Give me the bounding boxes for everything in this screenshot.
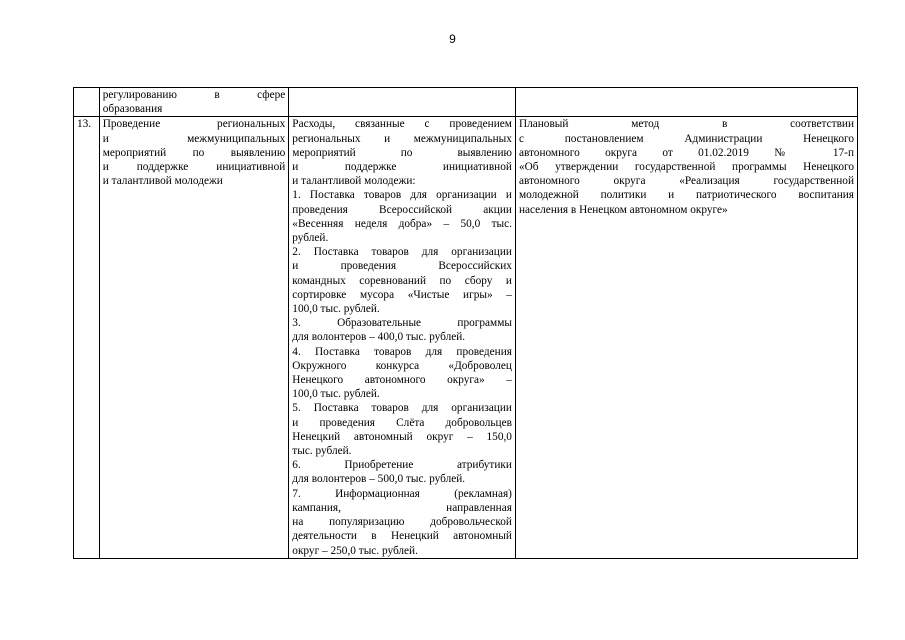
text-line: Плановый метод в соответствии (518, 118, 854, 131)
text-line: 100,0 тыс. рублей. (292, 303, 380, 316)
text-line: автономного округа от 01.02.2019 № 17-п (518, 146, 854, 159)
text-line: для волонтеров – 500,0 тыс. рублей. (292, 473, 466, 486)
text-line: и поддержке инициативной (102, 161, 286, 174)
page-number: 9 (449, 32, 456, 46)
text-line: 3. Образовательные программы (292, 317, 512, 330)
text-line: 6. Приобретение атрибутики (292, 459, 512, 472)
text-line: и межмуниципальных (102, 132, 286, 145)
text-line: Проведение региональных (102, 118, 286, 131)
cell-method (515, 88, 857, 117)
text-line: и поддержке инициативной (292, 161, 512, 174)
text-line: для волонтеров – 400,0 тыс. рублей. (292, 331, 466, 344)
table-row-continuation (74, 88, 858, 117)
text-line: образования (102, 103, 163, 116)
cell-method (515, 117, 857, 558)
cell-name (99, 117, 289, 558)
text-line: и талантливой молодежи: (292, 175, 416, 188)
cell-number (74, 88, 100, 117)
text-line: 4. Поставка товаров для проведения (292, 345, 512, 358)
text-line: мероприятий по выявлению (102, 146, 286, 159)
text-line: мероприятий по выявлению (292, 146, 512, 159)
text-line: Ненецкий автономный округ – 150,0 (292, 430, 512, 443)
text-line: населения в Ненецком автономном округе» (518, 203, 728, 216)
text-line: 1. Поставка товаров для организации и (292, 189, 512, 202)
cell-number: 13. (74, 117, 100, 558)
text-line: регулированию в сфере (102, 89, 286, 101)
text-line: и талантливой молодежи (102, 175, 223, 188)
text-line: региональных и межмуниципальных (292, 132, 512, 145)
cell-expenses (289, 88, 516, 117)
text-line: 7. Информационная (рекламная) (292, 487, 512, 500)
text-line: кампания, направленная (292, 501, 512, 514)
text-line: на популяризацию добровольческой (292, 516, 512, 529)
text-line: молодежной политики и патриотического воспитания (518, 189, 854, 202)
text-line: «Об утверждении государственной программы Ненецкого (518, 161, 854, 174)
text-line: Расходы, связанные с проведением (292, 118, 512, 131)
text-line: сортировке мусора «Чистые игры» – (292, 288, 512, 301)
text-line: «Весенняя неделя добра» – 50,0 тыс. (292, 217, 512, 230)
text-line: и проведения Слёта добровольцев (292, 416, 512, 429)
table-row-13 (74, 117, 858, 558)
cell-name (99, 88, 289, 117)
text-line: деятельности в Ненецкий автономный (292, 530, 512, 543)
text-line: командных соревнований по сбору и (292, 274, 512, 287)
text-line: 5. Поставка товаров для организации (292, 402, 512, 415)
program-table (73, 87, 858, 559)
text-line: и проведения Всероссийских (292, 260, 512, 273)
text-line: автономного округа «Реализация государственной (518, 175, 854, 188)
cell-expenses (289, 117, 516, 558)
text-line: тыс. рублей. (292, 445, 352, 458)
text-line: проведения Всероссийской акции (292, 203, 512, 216)
text-line: округ – 250,0 тыс. рублей. (292, 544, 418, 557)
text-line: Окружного конкурса «Доброволец (292, 359, 512, 372)
text-line: 2. Поставка товаров для организации (292, 246, 512, 259)
text-line: с постановлением Администрации Ненецкого (518, 132, 854, 145)
text-line: Ненецкого автономного округа» – (292, 374, 512, 387)
text-line: 100,0 тыс. рублей. (292, 388, 380, 401)
text-line: рублей. (292, 232, 329, 245)
